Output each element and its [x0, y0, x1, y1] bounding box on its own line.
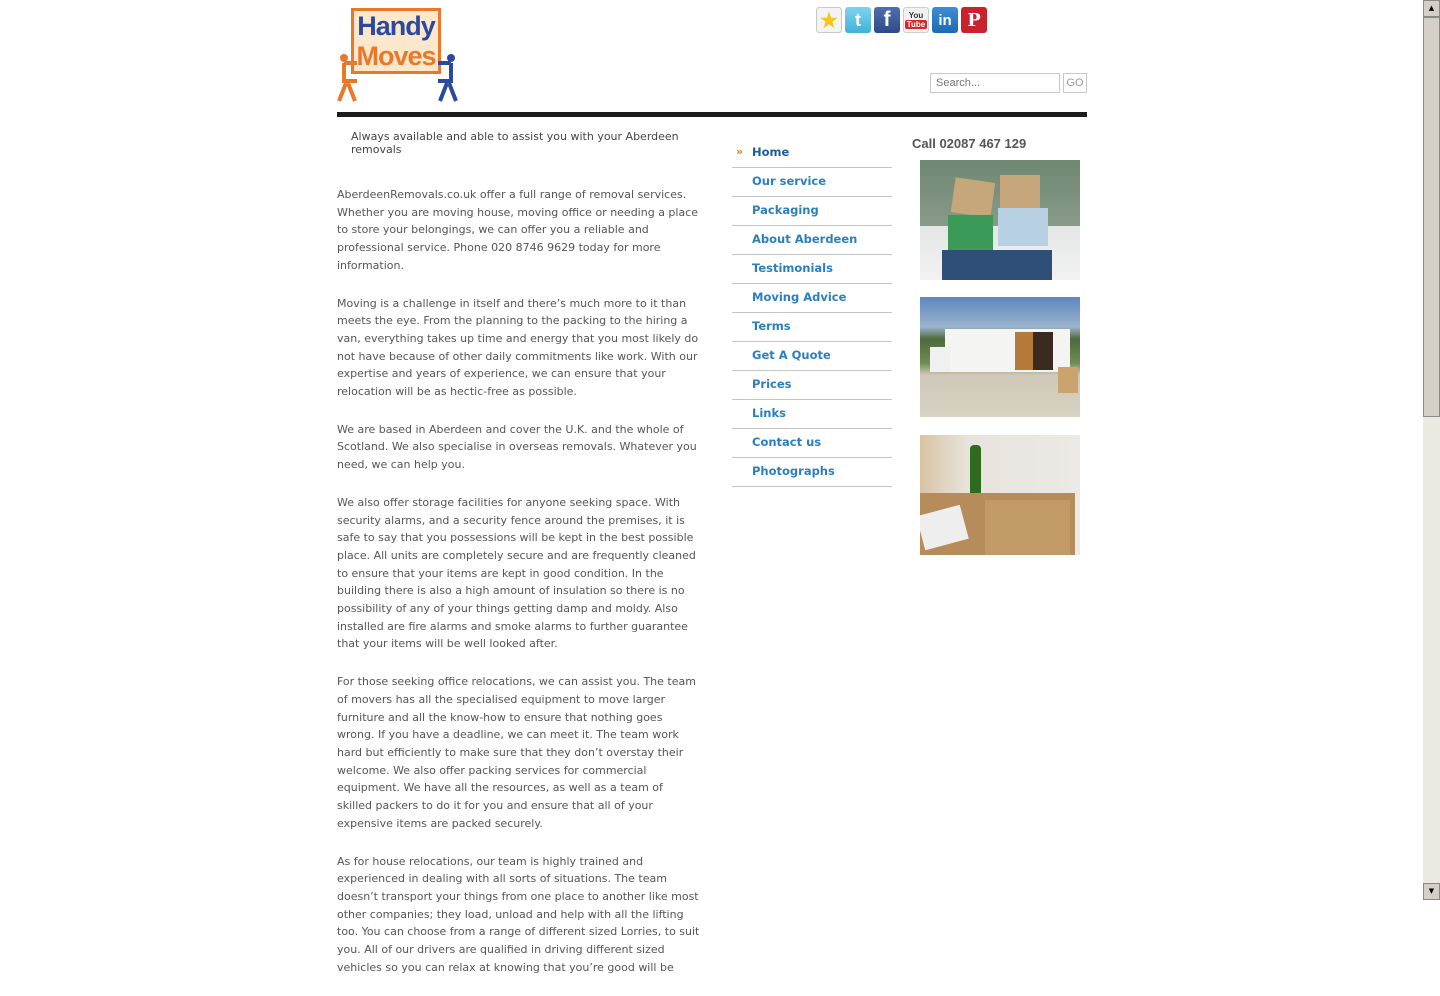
nav-item-links[interactable]	[732, 400, 892, 429]
paragraph: For those seeking office relocations, we can assist you. The team of movers has all the specialised equipment to move larger furniture and all the know-how to ensure that nothing goes wrong. If you have a deadline, we can meet it. The team work hard but efficiently to make sure that they don’t overstay their welcome. We also offer packing services for commercial equipment. We have all the resources, as well as a team of skilled packers to do it for you and ensure that all of your expensive items are packed securely.	[337, 675, 696, 830]
logo-line2: Moves	[356, 41, 436, 71]
mover-figure-icon	[434, 53, 458, 103]
logo-line1: Handy	[357, 11, 435, 41]
header	[337, 0, 1087, 117]
body-text	[337, 186, 701, 976]
paragraph: Moving is a challenge in itself and there’s much more to it than meets the eye. From the planning to the packing to the hiring a van, everything takes up time and energy that you most likely do not have because of other daily commitments like work. With our expertise and years of experience, we can ensure that your relocation will be as hectic-free as possible.	[337, 296, 699, 399]
photo-couple-boxes	[920, 160, 1080, 280]
paragraph: As for house relocations, our team is highly trained and experienced in dealing with all sorts of situations. The team doesn’t transport your things from one place to another like most other companies; they load, unload and help with all the lifting too. You can choose from a range of different sized Lorries, to suit you. All of our drivers are qualified in driving different sized vehicles so you can relax at knowing that you’re good will be	[337, 854, 700, 974]
search-input[interactable]	[930, 73, 1060, 93]
facebook-icon[interactable]: f	[874, 7, 900, 33]
scroll-down-arrow-icon[interactable]: ▼	[1423, 883, 1440, 900]
nav-item-home[interactable]	[732, 139, 892, 168]
nav-link[interactable]: Our service	[752, 174, 827, 188]
nav-item-our-service[interactable]	[732, 168, 892, 197]
search-form	[930, 73, 1087, 93]
nav-link[interactable]: About Aberdeen	[752, 232, 858, 246]
photo-removal-truck	[920, 297, 1080, 417]
favorite-star-icon[interactable]: ★	[816, 7, 842, 33]
nav-item-testimonials[interactable]	[732, 255, 892, 284]
sidebar	[912, 136, 1087, 555]
nav-item-terms[interactable]	[732, 313, 892, 342]
nav-link[interactable]: Terms	[752, 319, 791, 333]
page	[337, 0, 1087, 974]
call-phone-number: Call 02087 467 129	[912, 136, 1027, 151]
pinterest-icon[interactable]: P	[961, 7, 987, 33]
search-go-button[interactable]: GO	[1063, 73, 1087, 93]
photo-champagne-boxes	[920, 435, 1080, 555]
logo[interactable]	[337, 7, 458, 104]
scroll-up-arrow-icon[interactable]: ▲	[1423, 0, 1440, 17]
nav-link[interactable]: Testimonials	[752, 261, 833, 275]
youtube-icon[interactable]	[903, 7, 929, 33]
paragraph: We are based in Aberdeen and cover the U.K. and the whole of Scotland. We also specialise in overseas removals. Whatever you need, we can help you.	[337, 422, 697, 472]
paragraph: AberdeenRemovals.co.uk offer a full range of removal services. Whether you are moving house, moving office or needing a place to store your belongings, we can offer you a reliable and professional service. Phone 020 8746 9629 today for more information.	[337, 188, 699, 272]
social-links	[816, 7, 987, 33]
tagline: Always available and able to assist you with your Aberdeen removals	[351, 130, 679, 156]
nav-item-about-aberdeen[interactable]	[732, 226, 892, 255]
vertical-scrollbar[interactable]	[1423, 0, 1440, 900]
nav-item-moving-advice[interactable]	[732, 284, 892, 313]
nav-link[interactable]: Contact us	[752, 435, 822, 449]
main-content	[337, 117, 701, 996]
nav-item-get-a-quote[interactable]	[732, 342, 892, 371]
nav-link[interactable]: Get A Quote	[752, 348, 831, 362]
nav-link[interactable]: Photographs	[752, 464, 835, 478]
twitter-icon[interactable]: t	[845, 7, 871, 33]
nav-item-packaging[interactable]	[732, 197, 892, 226]
youtube-you: You	[908, 11, 924, 20]
nav-link[interactable]: Packaging	[752, 203, 819, 217]
nav-link[interactable]: Links	[752, 406, 786, 420]
logo-board	[351, 8, 441, 74]
nav-item-prices[interactable]	[732, 371, 892, 400]
linkedin-icon[interactable]: in	[932, 7, 958, 33]
paragraph: We also offer storage facilities for anyone seeking space. With security alarms, and a security fence around the premises, it is safe to say that you possessions will be kept in the best possible place. All units are completely secure and are frequently cleaned to ensure that your items are kept in good condition. In the building there is also a high amount of insulation so there is no possibility of any of your things getting damp and moldy. Also installed are fire alarms and smoke alarms to further guarantee that your items will be well looked after.	[337, 495, 696, 651]
scrollbar-thumb[interactable]	[1423, 17, 1440, 417]
nav-link[interactable]: Prices	[752, 377, 792, 391]
active-arrow-icon: »	[736, 145, 744, 158]
nav-link[interactable]: Home	[752, 145, 790, 159]
mover-figure-icon	[337, 53, 361, 103]
youtube-tube: Tube	[906, 20, 926, 29]
main-nav	[732, 139, 892, 487]
nav-item-contact-us[interactable]	[732, 429, 892, 458]
nav-item-photographs[interactable]	[732, 458, 892, 487]
nav-link[interactable]: Moving Advice	[752, 290, 847, 304]
